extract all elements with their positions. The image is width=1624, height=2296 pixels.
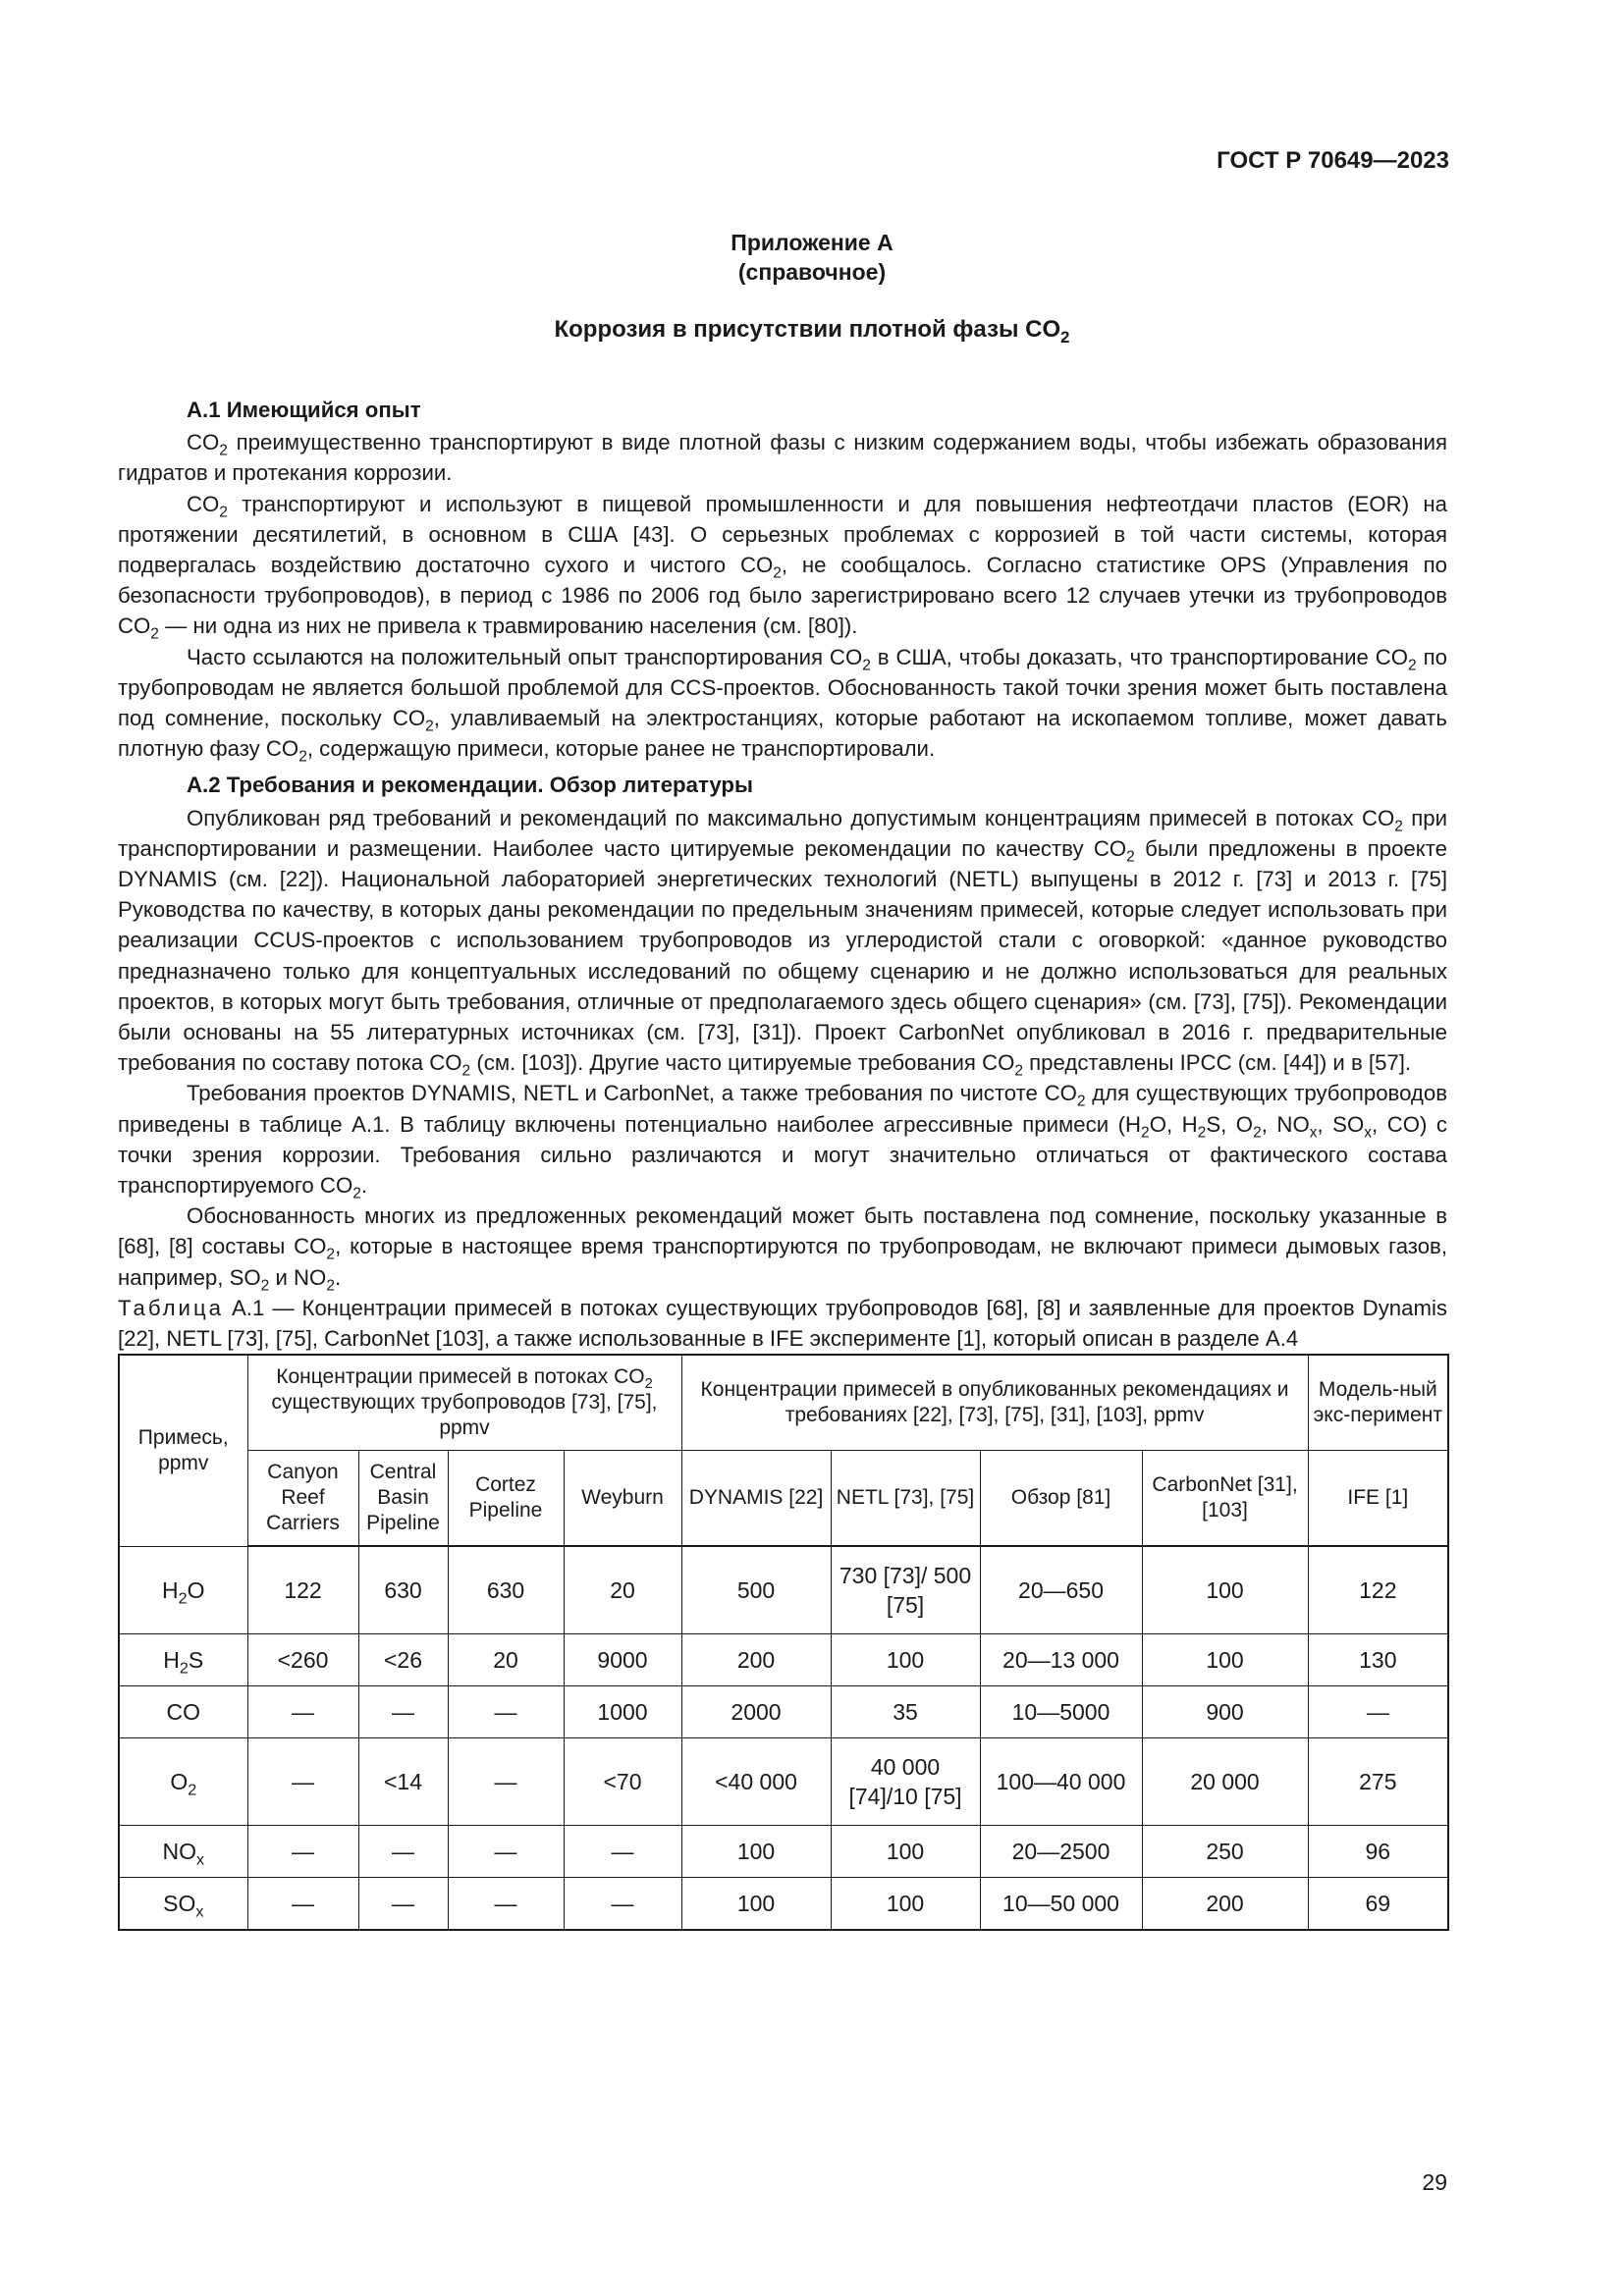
paragraph-1: $CO_2$ преимущественно транспортируют в виде плотной фазы с низким содержанием воды, чтобы избежать образования гидратов и протекания коррозии.: [118, 430, 1447, 486]
table-cell: 250: [1142, 1826, 1308, 1878]
section-heading-a2: А.2 Требования и рекомендации. Обзор литературы: [187, 773, 753, 798]
header-group-model: Модель-ный экс-перимент: [1308, 1355, 1448, 1451]
header-ife: IFE [1]: [1308, 1451, 1448, 1547]
table-cell: 100: [1142, 1634, 1308, 1686]
table-cell: 630: [448, 1546, 564, 1634]
table-cell: —: [448, 1826, 564, 1878]
table-cell: 122: [247, 1546, 358, 1634]
table-row: [119, 1546, 1448, 1634]
table-cell: 200: [1142, 1878, 1308, 1931]
table-cell: 10—5000: [980, 1686, 1142, 1738]
table-cell: —: [564, 1878, 681, 1931]
row-label: $O_2$: [119, 1738, 247, 1826]
table-cell: —: [358, 1686, 448, 1738]
impurities-table: [118, 1354, 1449, 1931]
table-cell: 20—2500: [980, 1826, 1142, 1878]
table-cell: —: [448, 1738, 564, 1826]
table-cell: —: [358, 1878, 448, 1931]
header-review: Обзор [81]: [980, 1451, 1142, 1547]
table-cell: —: [247, 1878, 358, 1931]
header-carbonnet: CarbonNet [31], [103]: [1142, 1451, 1308, 1547]
header-group-published: Концентрации примесей в опубликованных рекомендациях и требованиях [22], [73], [75], [31], [103], ppmv: [681, 1355, 1308, 1451]
table-cell: <70: [564, 1738, 681, 1826]
table-cell: 100: [681, 1878, 831, 1931]
table-cell: 900: [1142, 1686, 1308, 1738]
page-number: 29: [1422, 2169, 1447, 2195]
paragraph-4: Опубликован ряд требований и рекомендаций по максимально допустимым концентрациям примесей в потоках $CO_2$ при транспортировании и размещении. Наиболее часто цитируемые рекомендации по качеству $CO_2$ были предложены в проекте DYNAMIS (см. [22]). Национальной лабораторией энергетических технологий (NETL) выпущены в 2012 г. [73] и 2013 г. [75] Руководства по качеству, в которых даны рекомендации по предельным значениям примесей, которые следует использовать при реализации CCUS-проектов с использованием трубопроводов из углеродистой стали с оговоркой: «данное руководство предназначено только для концептуальных исследований по общему сценарию и не должно использоваться для реальных проектов, в которых могут быть требования, отличные от предполагаемого здесь общего сценария» (см. [73], [75]). Рекомендации были основаны на 55 литературных источниках (см. [73], [31]). Проект CarbonNet опубликовал в 2016 г. предварительные требования по составу потока $CO_2$ (см. [103]). Другие часто цитируемые требования $CO_2$ представлены IPCC (см. [44]) и в [57].: [118, 805, 1447, 1080]
table-cell: 100: [831, 1878, 980, 1931]
table-cell: 100: [831, 1826, 980, 1878]
table-row: [119, 1878, 1448, 1931]
table-cell: 20: [564, 1546, 681, 1634]
table-cell: 96: [1308, 1826, 1448, 1878]
table-cell: 100: [1142, 1546, 1308, 1634]
table-cell: 1000: [564, 1686, 681, 1738]
row-label: $SO_x$: [119, 1878, 247, 1931]
section-heading-a1: А.1 Имеющийся опыт: [187, 398, 421, 422]
appendix-type: (справочное): [737, 259, 887, 285]
header-group-existing: Концентрации примесей в потоках $CO_2$ существующих трубопроводов [73], [75], ppmv: [247, 1355, 681, 1451]
table-cell: 130: [1308, 1634, 1448, 1686]
table-cell: 20: [448, 1634, 564, 1686]
table-row: [119, 1826, 1448, 1878]
table-row: [119, 1738, 1448, 1826]
table-row: [119, 1634, 1448, 1686]
table-cell: 10—50 000: [980, 1878, 1142, 1931]
table-cell: 630: [358, 1546, 448, 1634]
table-cell: 2000: [681, 1686, 831, 1738]
appendix-heading: [0, 228, 1624, 287]
header-canyon-reef: Canyon Reef Carriers: [247, 1451, 358, 1547]
paragraph-6: Обоснованность многих из предложенных рекомендаций может быть поставлена под сомнение, поскольку указанные в [68], [8] составы $CO_2$, которые в настоящее время транспортируются по трубопроводам, не включают примеси дымовых газов, например, $SO_2$ и $NO_2$.: [118, 1203, 1447, 1295]
paragraph-3: Часто ссылаются на положительный опыт транспортирования $CO_2$ в США, чтобы доказать, что транспортирование $CO_2$ по трубопроводам не является большой проблемой для CCS-проектов. Обоснованность такой точки зрения может быть поставлена под сомнение, поскольку $CO_2$, улавливаемый на электростанциях, которые работают на ископаемом топливе, может давать плотную фазу $CO_2$, содержащую примеси, которые ранее не транспортировали.: [118, 644, 1447, 766]
table-cell: 730 [73]/ 500 [75]: [831, 1546, 980, 1634]
header-cortez: Cortez Pipeline: [448, 1451, 564, 1547]
table-row: [119, 1686, 1448, 1738]
table-cell: —: [564, 1826, 681, 1878]
document-body: [118, 395, 1447, 1931]
appendix-label: Приложение А: [731, 230, 893, 255]
table-cell: 500: [681, 1546, 831, 1634]
table-cell: 20—13 000: [980, 1634, 1142, 1686]
table-cell: 122: [1308, 1546, 1448, 1634]
row-label: CO: [119, 1686, 247, 1738]
table-cell: 20—650: [980, 1546, 1142, 1634]
header-impurity: Примесь, ppmv: [119, 1355, 247, 1546]
table-cell: 275: [1308, 1738, 1448, 1826]
table-cell: 9000: [564, 1634, 681, 1686]
header-dynamis: DYNAMIS [22]: [681, 1451, 831, 1547]
row-label: $H_2O$: [119, 1546, 247, 1634]
table-cell: —: [247, 1686, 358, 1738]
row-label: $H_2S$: [119, 1634, 247, 1686]
table-cell: 35: [831, 1686, 980, 1738]
table-cell: 100—40 000: [980, 1738, 1142, 1826]
table-cell: 69: [1308, 1878, 1448, 1931]
paragraph-2: $CO_2$ транспортируют и используют в пищевой промышленности и для повышения нефтеотдачи пластов (EOR) на протяжении десятилетий, в основном в США [43]. О серьезных проблемах с коррозией в той части системы, которая подвергалась воздействию достаточно сухого и чистого $CO_2$, не сообщалось. Согласно статистике OPS (Управления по безопасности трубопроводов), в период с 1986 по 2006 год было зарегистрировано всего 12 случаев утечки из трубопроводов $CO_2$ — ни одна из них не привела к травмированию населения (см. [80]).: [118, 491, 1447, 643]
table-cell: 40 000 [74]/10 [75]: [831, 1738, 980, 1826]
table-cell: 200: [681, 1634, 831, 1686]
table-cell: —: [247, 1826, 358, 1878]
table-cell: <14: [358, 1738, 448, 1826]
table-cell: 20 000: [1142, 1738, 1308, 1826]
table-cell: —: [448, 1686, 564, 1738]
table-cell: —: [358, 1826, 448, 1878]
header-netl: NETL [73], [75]: [831, 1451, 980, 1547]
table-cell: <26: [358, 1634, 448, 1686]
row-label: $NO_x$: [119, 1826, 247, 1878]
header-weyburn: Weyburn: [564, 1451, 681, 1547]
table-cell: —: [247, 1738, 358, 1826]
table-cell: —: [1308, 1686, 1448, 1738]
appendix-title: Коррозия в присутствии плотной фазы $CO_2$: [554, 316, 1070, 347]
document-code: ГОСТ Р 70649—2023: [1217, 147, 1449, 174]
table-cell: <260: [247, 1634, 358, 1686]
table-cell: 100: [681, 1826, 831, 1878]
table-cell: <40 000: [681, 1738, 831, 1826]
table-cell: 100: [831, 1634, 980, 1686]
table-cell: —: [448, 1878, 564, 1931]
table-caption: Таблица А.1 — Концентрации примесей в потоках существующих трубопроводов [68], [8] и заявленные для проектов Dynamis [22], NETL [73], [75], CarbonNet [103], а также использованные в IFE эксперименте [1], который описан в разделе А.4: [118, 1295, 1447, 1352]
paragraph-5: Требования проектов DYNAMIS, NETL и CarbonNet, а также требования по чистоте $CO_2$ для существующих трубопроводов приведены в таблице А.1. В таблицу включены потенциально наиболее агрессивные примеси ($H_2O$, $H_2S$, $O_2$, $NO_x$, $SO_x$, CO) с точки зрения коррозии. Требования сильно различаются и могут значительно отличаться от фактического состава транспортируемого $CO_2$.: [118, 1081, 1447, 1202]
header-central-basin: Central Basin Pipeline: [358, 1451, 448, 1547]
